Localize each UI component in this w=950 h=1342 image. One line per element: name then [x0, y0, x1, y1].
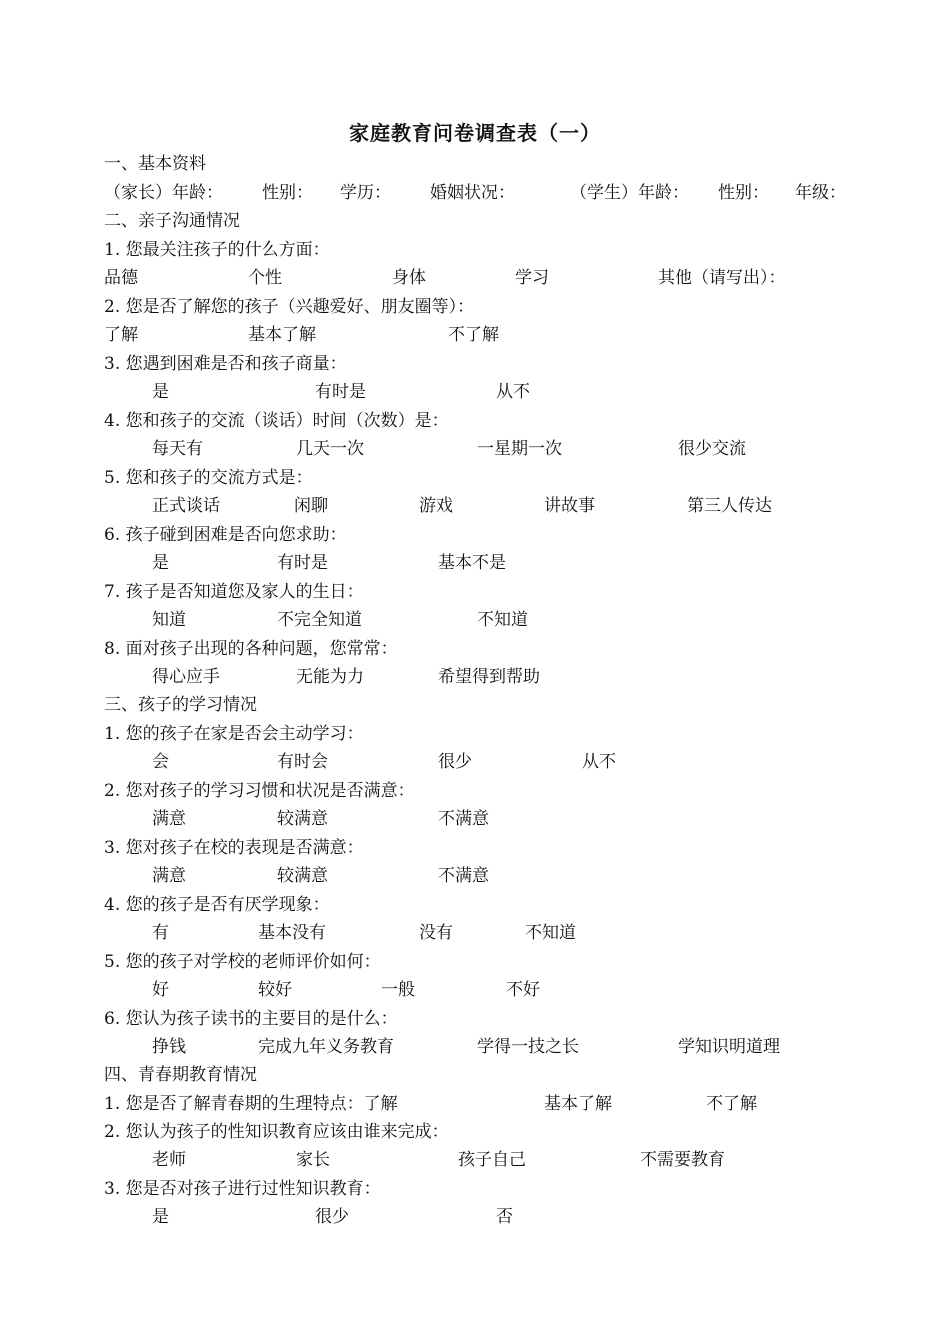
option[interactable]: 身体 — [392, 268, 426, 288]
option[interactable]: 基本没有 — [258, 923, 326, 943]
option-row — [0, 1032, 950, 1058]
option[interactable]: 家长 — [296, 1150, 330, 1170]
option[interactable]: 几天一次 — [296, 439, 364, 459]
option[interactable]: 不满意 — [438, 809, 489, 829]
question — [0, 776, 950, 802]
option-row — [0, 377, 950, 403]
option[interactable]: 是 — [152, 382, 169, 402]
option-row — [0, 662, 950, 688]
option-row — [0, 861, 950, 887]
question-text: 6. 孩子碰到困难是否向您求助： — [104, 525, 347, 545]
question — [0, 577, 950, 603]
parent-gender-label: 性别： — [262, 183, 313, 203]
question — [0, 406, 950, 432]
question — [0, 947, 950, 973]
option[interactable]: 从不 — [582, 752, 616, 772]
option[interactable]: 个性 — [248, 268, 282, 288]
option[interactable]: 有时是 — [277, 553, 328, 573]
option[interactable]: 一星期一次 — [477, 439, 562, 459]
option-row — [0, 804, 950, 830]
option[interactable]: 是 — [152, 553, 169, 573]
option[interactable]: 挣钱 — [152, 1037, 186, 1057]
section-heading — [0, 149, 950, 175]
question-text: 3. 您是否对孩子进行过性知识教育： — [104, 1179, 381, 1199]
option[interactable]: 无能为力 — [296, 667, 364, 687]
question-text: 4. 您和孩子的交流（谈话）时间（次数）是： — [104, 411, 449, 431]
question-text: 3. 您对孩子在校的表现是否满意： — [104, 838, 364, 858]
option[interactable]: 品德 — [104, 268, 138, 288]
option[interactable]: 不需要教育 — [640, 1150, 725, 1170]
option[interactable]: 学知识明道理 — [678, 1037, 780, 1057]
option[interactable]: 基本了解 — [248, 325, 316, 345]
option[interactable]: 有时是 — [315, 382, 366, 402]
option-row — [0, 918, 950, 944]
question — [0, 235, 950, 261]
question-text: 1. 您最关注孩子的什么方面： — [104, 240, 330, 260]
question-text: 5. 您的孩子对学校的老师评价如何： — [104, 952, 381, 972]
option[interactable]: 较满意 — [277, 809, 328, 829]
option[interactable]: 学得一技之长 — [477, 1037, 579, 1057]
option[interactable]: 很少 — [438, 752, 472, 772]
education-label: 学历： — [340, 183, 391, 203]
grade-label: 年级： — [795, 183, 846, 203]
option[interactable]: 满意 — [152, 809, 186, 829]
option[interactable]: 希望得到帮助 — [438, 667, 540, 687]
option[interactable]: 不好 — [506, 980, 540, 1000]
student-age-label: （学生）年龄： — [570, 183, 689, 203]
question — [0, 634, 950, 660]
option-row — [0, 263, 950, 289]
option[interactable]: 其他（请写出）： — [658, 268, 786, 288]
option[interactable]: 闲聊 — [294, 496, 328, 516]
option[interactable]: 满意 — [152, 866, 186, 886]
parent-age-label: （家长）年龄： — [104, 183, 223, 203]
option[interactable]: 有时会 — [277, 752, 328, 772]
section-puberty: 四、青春期教育情况 — [104, 1065, 257, 1085]
question-text: 7. 孩子是否知道您及家人的生日： — [104, 582, 364, 602]
option-row — [0, 491, 950, 517]
question — [0, 1089, 950, 1115]
option[interactable]: 从不 — [496, 382, 530, 402]
option[interactable]: 会 — [152, 752, 169, 772]
option[interactable]: 知道 — [152, 610, 186, 630]
option-row — [0, 605, 950, 631]
option[interactable]: 正式谈话 — [152, 496, 220, 516]
option[interactable]: 较满意 — [277, 866, 328, 886]
option[interactable]: 老师 — [152, 1150, 186, 1170]
question-text: 1. 您是否了解青春期的生理特点：了解 — [104, 1094, 398, 1114]
question-text: 2. 您认为孩子的性知识教育应该由谁来完成： — [104, 1122, 449, 1142]
option-row — [0, 434, 950, 460]
option[interactable]: 讲故事 — [544, 496, 595, 516]
option[interactable]: 每天有 — [152, 439, 203, 459]
option[interactable]: 不完全知道 — [277, 610, 362, 630]
option[interactable]: 游戏 — [419, 496, 453, 516]
section-study: 三、孩子的学习情况 — [104, 695, 257, 715]
question — [0, 292, 950, 318]
question — [0, 1004, 950, 1030]
option[interactable]: 学习 — [515, 268, 549, 288]
option[interactable]: 基本了解 — [544, 1094, 612, 1114]
option[interactable]: 完成九年义务教育 — [258, 1037, 394, 1057]
option[interactable]: 否 — [496, 1207, 513, 1227]
question — [0, 719, 950, 745]
question-text: 4. 您的孩子是否有厌学现象： — [104, 895, 330, 915]
option[interactable]: 有 — [152, 923, 169, 943]
option-row — [0, 747, 950, 773]
option-row — [0, 1202, 950, 1228]
section-heading — [0, 206, 950, 232]
option[interactable]: 第三人传达 — [687, 496, 772, 516]
section-basic-info: 一、基本资料 — [104, 154, 206, 174]
option-row — [0, 320, 950, 346]
question — [0, 1174, 950, 1200]
section-heading — [0, 1060, 950, 1086]
option-row — [0, 548, 950, 574]
option[interactable]: 不了解 — [706, 1094, 757, 1114]
option[interactable]: 一般 — [381, 980, 415, 1000]
question — [0, 520, 950, 546]
option[interactable]: 了解 — [104, 325, 138, 345]
option[interactable]: 较好 — [258, 980, 292, 1000]
question — [0, 833, 950, 859]
page-title: 家庭教育问卷调查表（一） — [349, 121, 601, 145]
option[interactable]: 不了解 — [448, 325, 499, 345]
option-row — [0, 975, 950, 1001]
question-text: 2. 您对孩子的学习习惯和状况是否满意： — [104, 781, 415, 801]
option[interactable]: 孩子自己 — [458, 1150, 526, 1170]
option-row — [0, 1145, 950, 1171]
question-text: 8. 面对孩子出现的各种问题，您常常： — [104, 639, 398, 659]
question — [0, 349, 950, 375]
student-gender-label: 性别： — [718, 183, 769, 203]
marital-status-label: 婚姻状况： — [430, 183, 515, 203]
section-heading — [0, 690, 950, 716]
section-communication: 二、亲子沟通情况 — [104, 211, 240, 231]
basic-info-row — [0, 178, 950, 204]
option[interactable]: 基本不是 — [438, 553, 506, 573]
option[interactable]: 没有 — [419, 923, 453, 943]
option[interactable]: 是 — [152, 1207, 169, 1227]
question-text: 5. 您和孩子的交流方式是： — [104, 468, 313, 488]
question-text: 6. 您认为孩子读书的主要目的是什么： — [104, 1009, 398, 1029]
option[interactable]: 好 — [152, 980, 169, 1000]
option[interactable]: 不知道 — [525, 923, 576, 943]
option[interactable]: 很少交流 — [678, 439, 746, 459]
question-text: 3. 您遇到困难是否和孩子商量： — [104, 354, 347, 374]
option[interactable]: 得心应手 — [152, 667, 220, 687]
option[interactable]: 很少 — [315, 1207, 349, 1227]
question — [0, 890, 950, 916]
option[interactable]: 不满意 — [438, 866, 489, 886]
question-text: 2. 您是否了解您的孩子（兴趣爱好、朋友圈等）： — [104, 297, 475, 317]
question — [0, 463, 950, 489]
question-text: 1. 您的孩子在家是否会主动学习： — [104, 724, 364, 744]
question — [0, 1117, 950, 1143]
option[interactable]: 不知道 — [477, 610, 528, 630]
